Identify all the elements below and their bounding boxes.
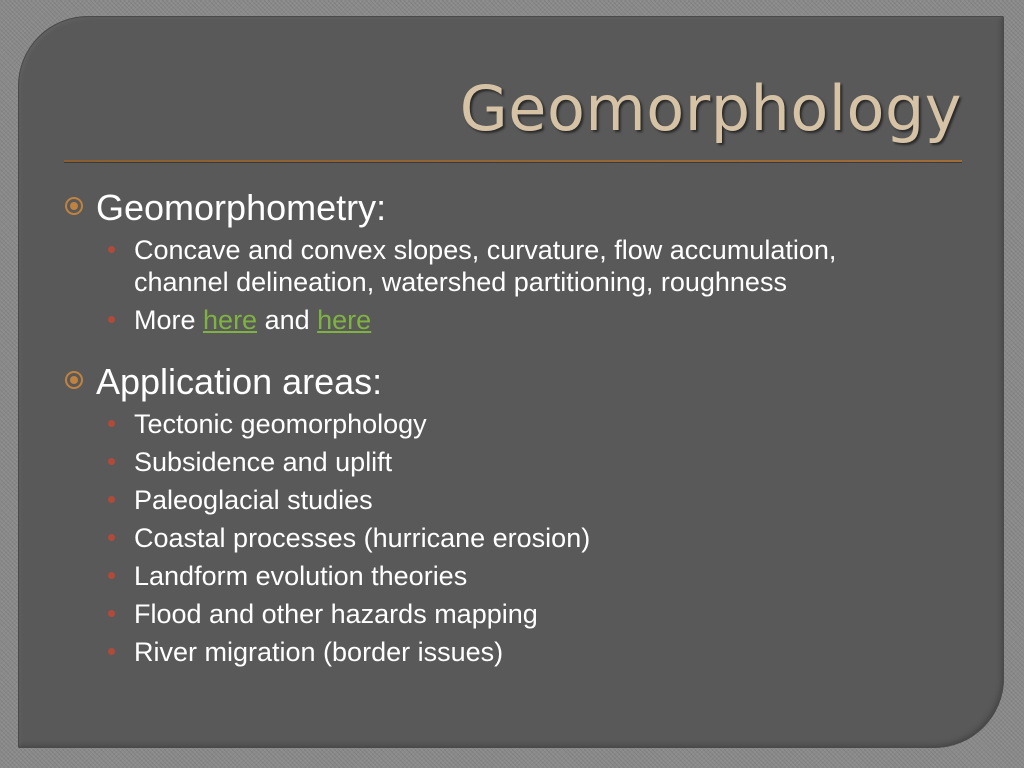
slide-title: Geomorphology (459, 72, 962, 145)
sub-bullet-text: Tectonic geomorphology (134, 409, 427, 439)
bullet-heading (64, 186, 964, 230)
sub-bullet-item (64, 522, 964, 554)
sub-bullet-item (64, 484, 964, 516)
sub-bullet-text: Flood and other hazards mapping (134, 599, 538, 629)
sub-bullet-text: Concave and convex slopes, curvature, flow accumulation, channel delineation, watershed partitioning, roughness (134, 235, 837, 297)
sub-bullet-text: River migration (border issues) (134, 637, 504, 667)
section-geomorphometry (64, 186, 964, 336)
sub-bullet-text: Coastal processes (hurricane erosion) (134, 523, 591, 553)
title-underline (64, 160, 962, 162)
sub-bullet-text: Subsidence and uplift (134, 447, 393, 477)
small-dot-icon (108, 458, 115, 465)
sub-bullet-item (64, 408, 964, 440)
sub-bullet-middle: and (257, 305, 318, 335)
bullet-heading (64, 360, 964, 404)
sub-bullet-text: Paleoglacial studies (134, 485, 373, 515)
circled-dot-icon (65, 197, 83, 215)
here-link-1[interactable]: here (203, 305, 258, 335)
slide-body (64, 186, 964, 674)
bullet-heading-text: Application areas: (96, 361, 383, 402)
sub-bullet-list (64, 234, 964, 336)
sub-bullet-item (64, 598, 964, 630)
small-dot-icon (108, 246, 115, 253)
sub-bullet-item (64, 304, 964, 336)
here-link-2[interactable]: here (317, 305, 372, 335)
sub-bullet-item (64, 636, 964, 668)
section-gap (64, 342, 964, 360)
small-dot-icon (108, 496, 115, 503)
small-dot-icon (108, 610, 115, 617)
small-dot-icon (108, 420, 115, 427)
section-application-areas (64, 360, 964, 668)
small-dot-icon (108, 316, 115, 323)
sub-bullet-text: Landform evolution theories (134, 561, 468, 591)
small-dot-icon (108, 534, 115, 541)
sub-bullet-item (64, 446, 964, 478)
sub-bullet-list (64, 408, 964, 668)
sub-bullet-prefix: More (134, 305, 204, 335)
small-dot-icon (108, 648, 115, 655)
circled-dot-icon (65, 371, 83, 389)
small-dot-icon (108, 572, 115, 579)
sub-bullet-item (64, 234, 964, 298)
bullet-heading-text: Geomorphometry: (96, 187, 387, 228)
sub-bullet-item (64, 560, 964, 592)
